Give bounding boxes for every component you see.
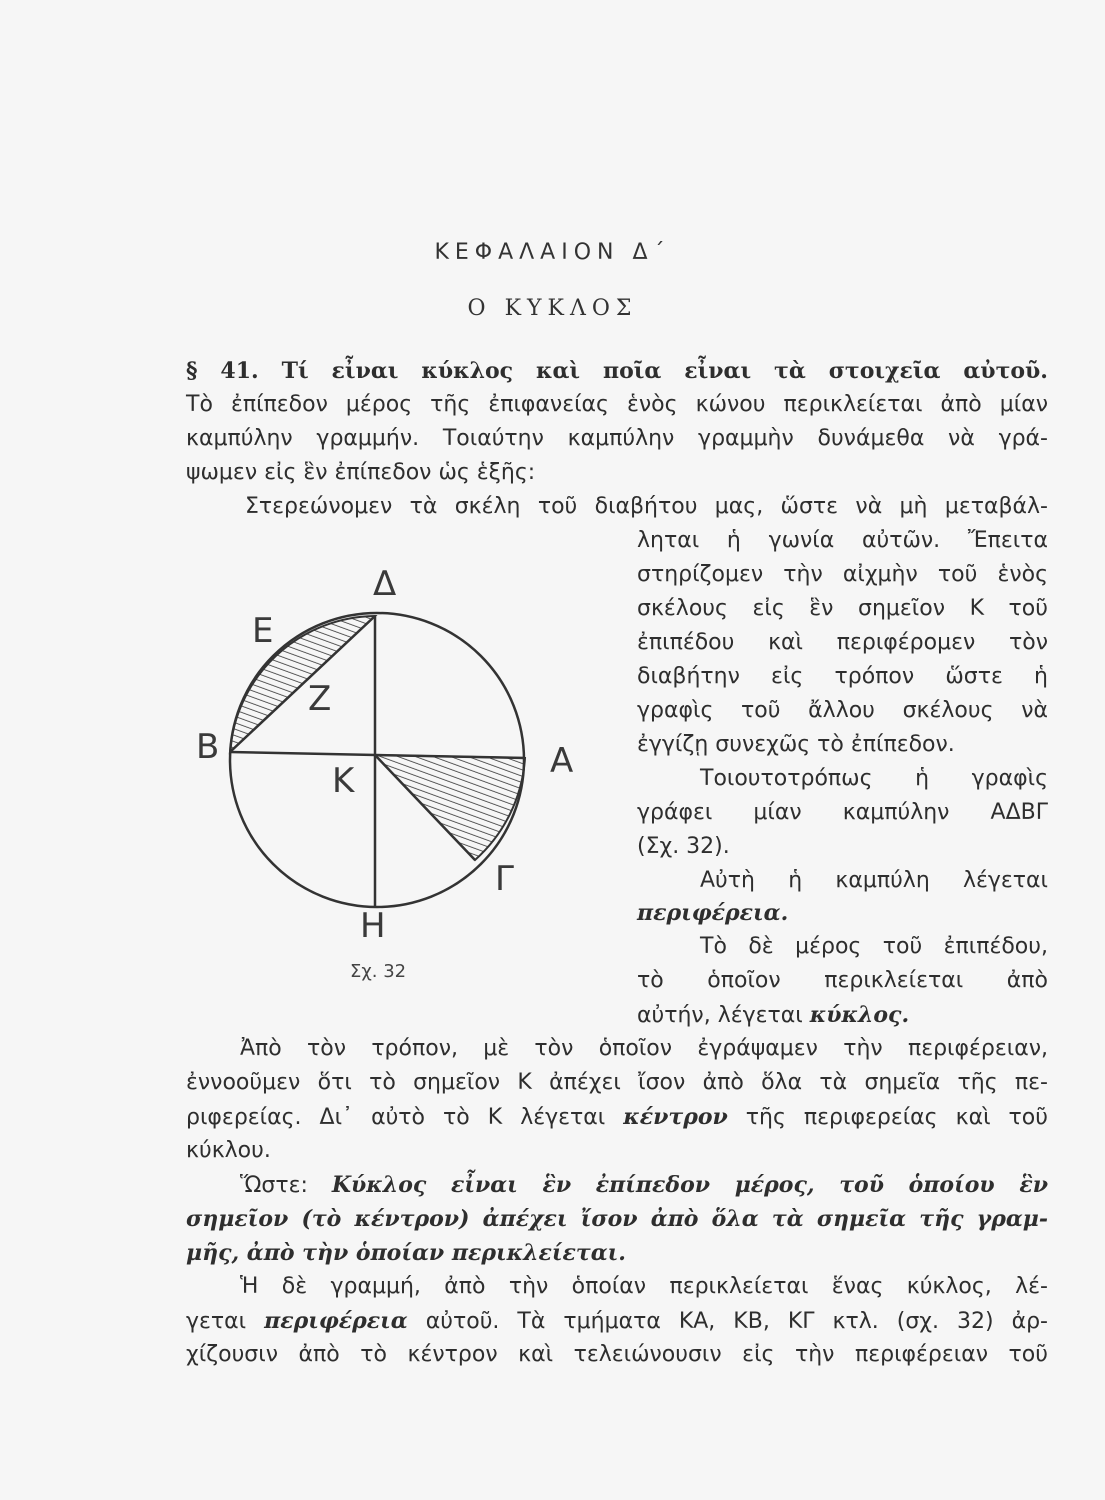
label-B: Β (196, 727, 220, 767)
text-line: ἐννοοῦμεν ὅτι τὸ σημεῖον Κ ἀπέχει ἴσον ἀπὸ ὅλα τὰ σημεῖα τῆς πε- (186, 1070, 1048, 1095)
chapter-title: Ο ΚΥΚΛΟΣ (467, 296, 638, 321)
text-line: στηρίζομεν τὴν αἰχμὴν τοῦ ἑνὸς (637, 562, 1048, 587)
text-line (186, 1102, 1048, 1133)
text-span: αὐτήν, λέγεται (637, 1003, 803, 1028)
text-span: τῆς περιφερείας καὶ τοῦ (745, 1105, 1048, 1130)
text-line: γραφὶς τοῦ ἄλλου σκέλους νὰ (637, 698, 1048, 723)
term-kentron: κέντρον (623, 1104, 728, 1130)
definition-line (240, 1170, 1048, 1201)
label-H: Η (360, 906, 386, 946)
text-line: Στερεώνομεν τὰ σκέλη τοῦ διαβήτου μας, ὥστε νὰ μὴ μεταβάλ- (245, 494, 1048, 519)
text-line: Τὸ ἐπίπεδον μέρος τῆς ἐπιφανείας ἑνὸς κώνου περικλείεται ἀπὸ μίαν (186, 392, 1048, 417)
term-perifereia-2: περιφέρεια (264, 1308, 408, 1334)
text-line: σκέλους εἰς ἓν σημεῖον Κ τοῦ (637, 596, 1048, 621)
label-A: Α (550, 741, 574, 781)
text-line: τὸ ὁποῖον περικλείεται ἀπὸ (637, 968, 1048, 993)
label-G: Γ (495, 859, 514, 899)
text-line: Αὐτὴ ἡ καμπύλη λέγεται (700, 868, 1048, 893)
text-line: χίζουσιν ἀπὸ τὸ κέντρον καὶ τελειώνουσιν εἰς τὴν περιφέρειαν τοῦ (186, 1342, 1048, 1367)
text-line (186, 1306, 1048, 1337)
label-D: Δ (373, 564, 397, 604)
text-line (637, 1000, 909, 1031)
text-line: Τὸ δὲ μέρος τοῦ ἐπιπέδου, (700, 934, 1048, 959)
text-line: ψωμεν εἰς ἓν ἐπίπεδον ὡς ἑξῆς: (186, 460, 536, 485)
chapter-heading: ΚΕΦΑΛΑΙΟΝ Δ΄ (434, 240, 671, 265)
text-line: διαβήτην εἰς τρόπον ὥστε ἡ (637, 664, 1048, 689)
text-line: ἐπιπέδου καὶ περιφέρομεν τὸν (637, 630, 1048, 655)
text-line: ἐγγίζῃ συνεχῶς τὸ ἐπίπεδον. (637, 732, 955, 757)
text-line: κύκλου. (186, 1138, 271, 1163)
section-heading (186, 356, 1048, 386)
text-line: Ἡ δὲ γραμμή, ἀπὸ τὴν ὁποίαν περικλείεται ἕνας κύκλος, λέ- (240, 1274, 1048, 1299)
text-line: (Σχ. 32). (637, 834, 730, 859)
section-number: § 41. (186, 358, 259, 384)
term-kyklos: κύκλος. (809, 1002, 910, 1028)
label-Z: Ζ (308, 679, 332, 719)
text-line: ληται ἡ γωνία αὐτῶν. Ἔπειτα (637, 528, 1048, 553)
section-title: Τί εἶναι κύκλος καὶ ποῖα εἶναι τὰ στοιχεῖα αὐτοῦ. (281, 358, 1048, 384)
text-span: γεται (186, 1309, 247, 1334)
label-E: Ε (252, 611, 274, 651)
text-line: καμπύλην γραμμήν. Τοιαύτην καμπύλην γραμμὴν δυνάμεθα νὰ γρά- (186, 426, 1048, 451)
text-span: Ὥστε: (240, 1173, 308, 1198)
definition-text: Κύκλος εἶναι ἓν ἐπίπεδον μέρος, τοῦ ὁποίου ἓν (331, 1172, 1048, 1198)
definition-line: σημεῖον (τὸ κέντρον) ἀπέχει ἴσον ἀπὸ ὅλα τὰ σημεῖα τῆς γραμ- (186, 1206, 1048, 1232)
circle-figure (190, 560, 610, 1000)
hatched-sector-right (375, 755, 525, 860)
text-span: αὐτοῦ. Τὰ τμήματα ΚΑ, ΚΒ, ΚΓ κτλ. (σχ. 32) ἀρ- (425, 1309, 1048, 1334)
figure-caption: Σχ. 32 (350, 961, 407, 982)
text-line: Τοιουτοτρόπως ἡ γραφὶς (700, 766, 1048, 791)
term-perifereia: περιφέρεια. (637, 900, 789, 926)
text-span: ριφερείας. Δι᾽ αὐτὸ τὸ Κ λέγεται (186, 1105, 606, 1130)
definition-line: μῆς, ἀπὸ τὴν ὁποίαν περικλείεται. (186, 1240, 626, 1266)
text-line: Ἀπὸ τὸν τρόπον, μὲ τὸν ὁποῖον ἐγράψαμεν τὴν περιφέρειαν, (240, 1036, 1048, 1061)
label-K: Κ (332, 761, 355, 801)
text-line: γράφει μίαν καμπύλην ΑΔΒΓ (637, 800, 1048, 825)
